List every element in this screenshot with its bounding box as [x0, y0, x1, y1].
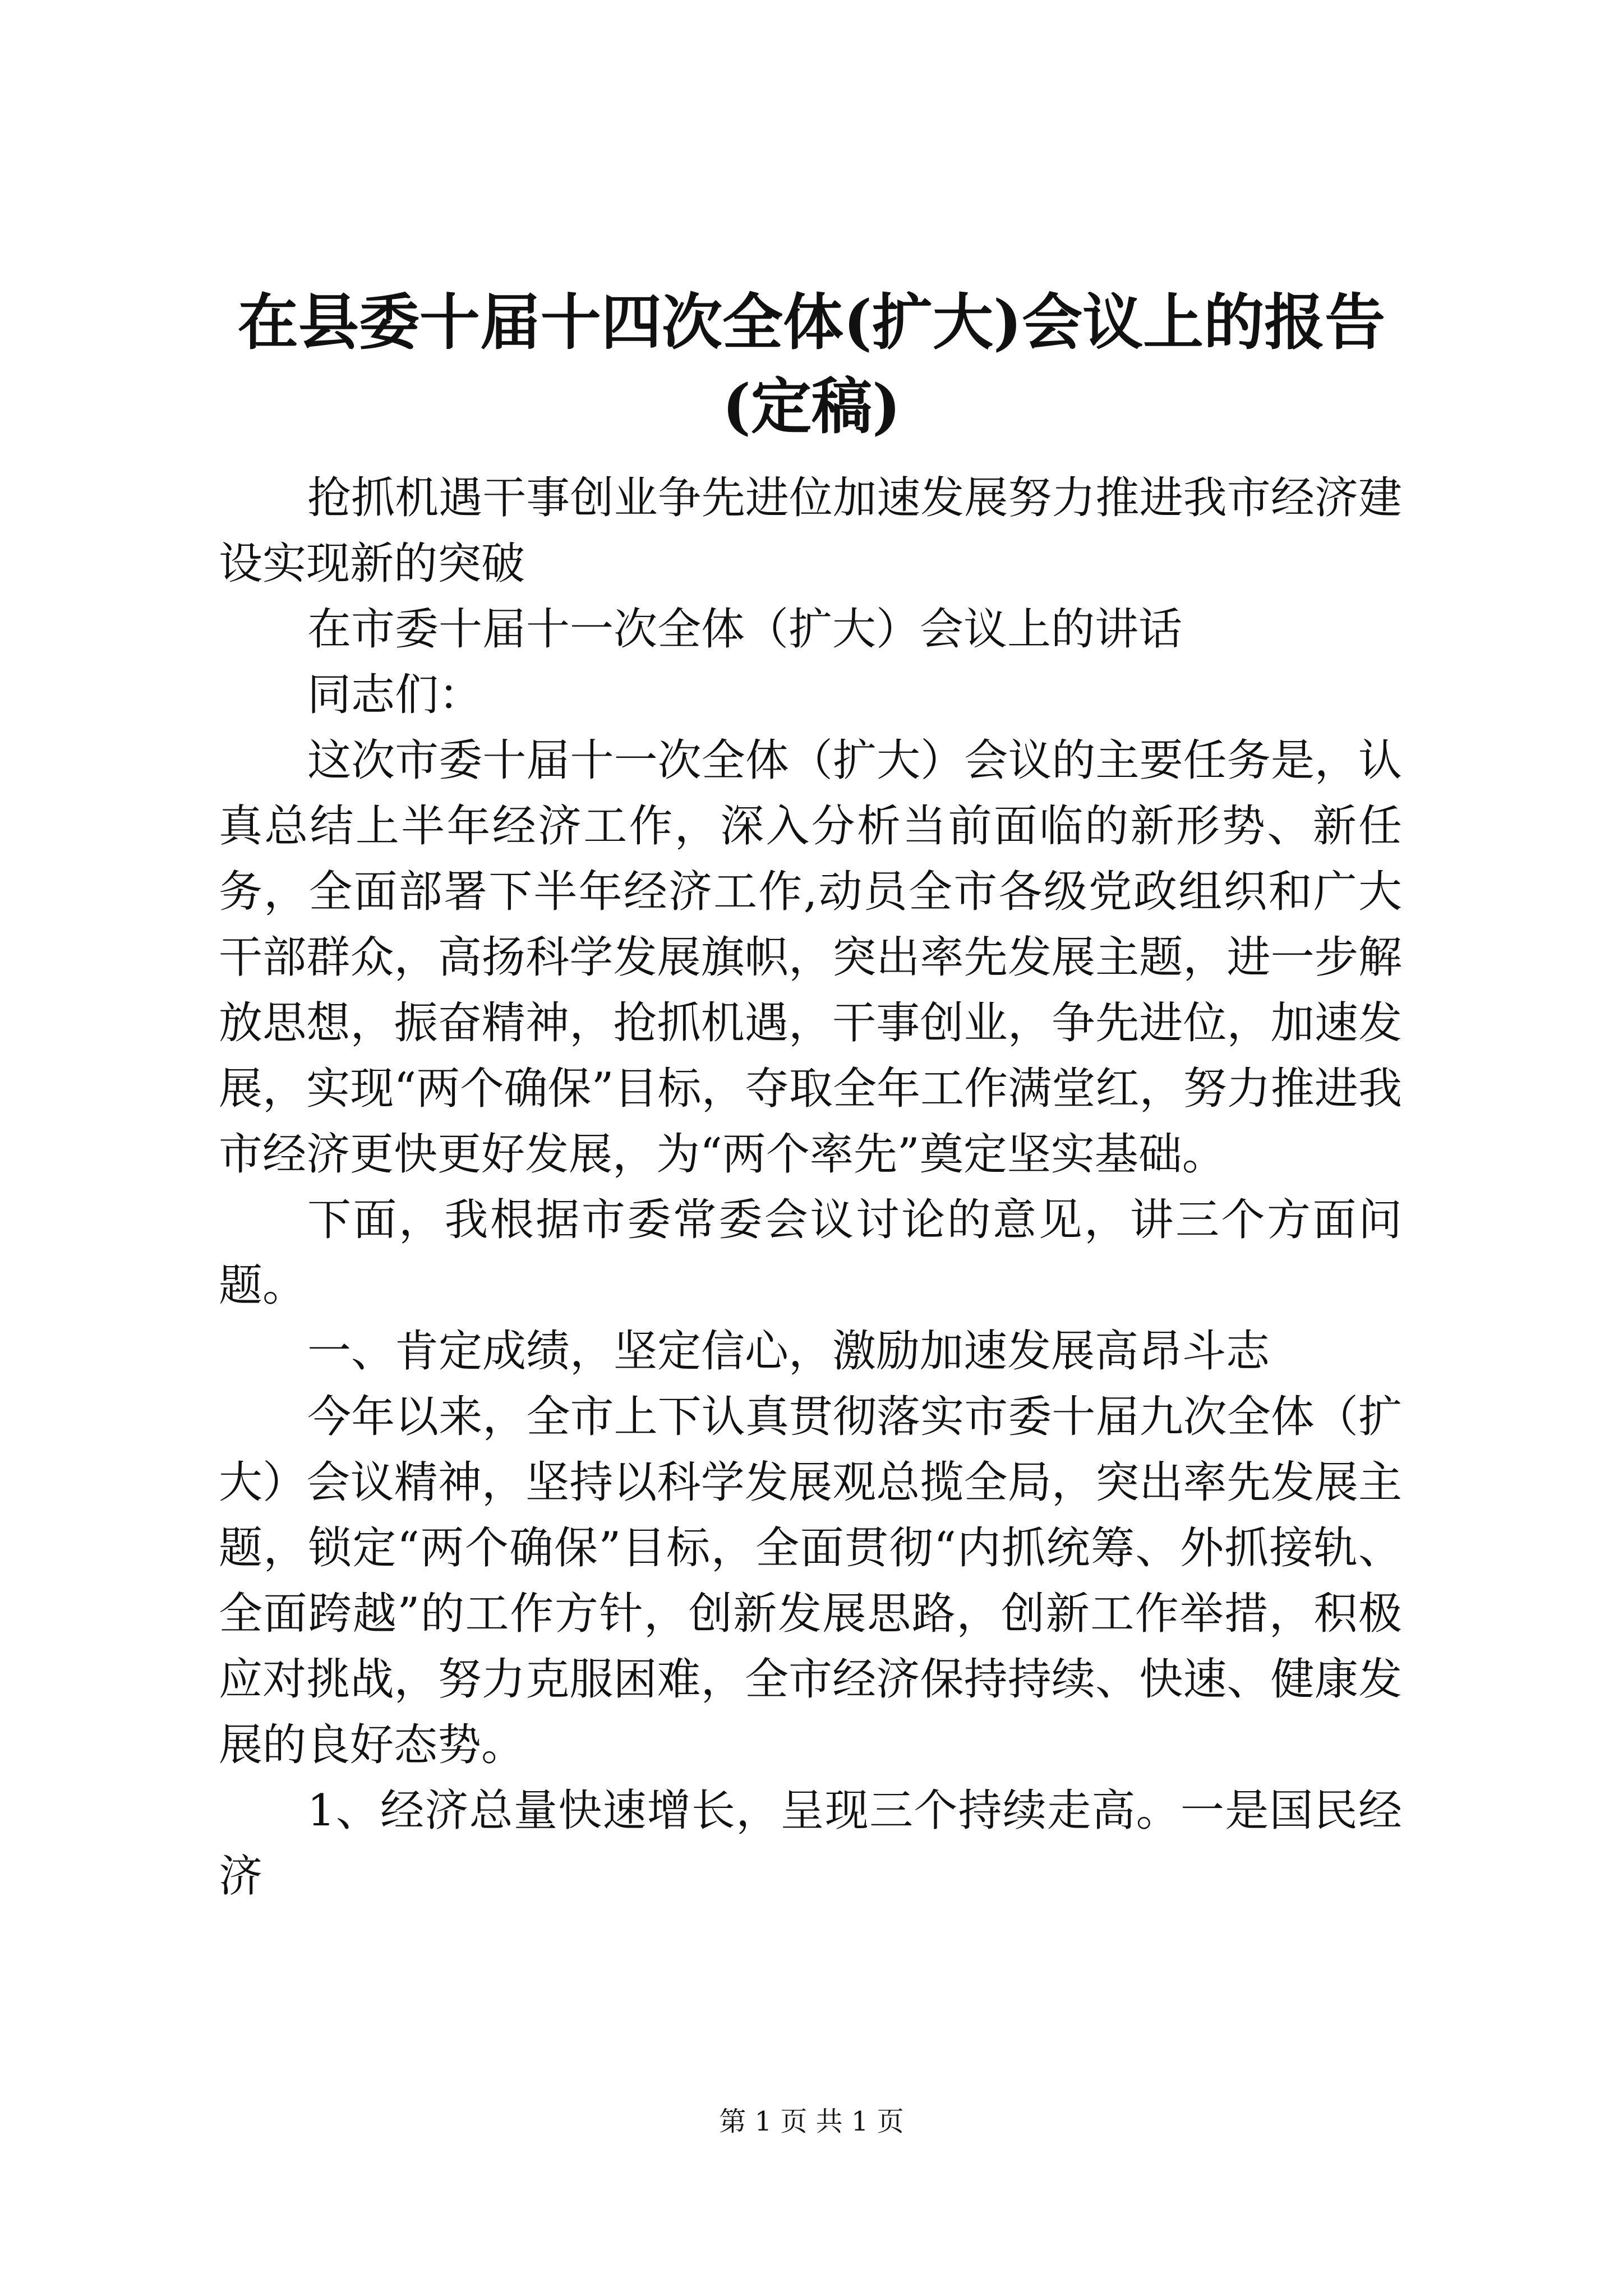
- page-footer: 第 1 页 共 1 页: [719, 2106, 904, 2137]
- body-paragraph: 1、经济总量快速增长，呈现三个持续走高。一是国民经济: [219, 1786, 1402, 1902]
- body-paragraph: 下面，我根据市委常委会议讨论的意见，讲三个方面问题。: [219, 1195, 1402, 1311]
- document-title: [213, 280, 1410, 449]
- subtitle-paragraph: 抢抓机遇干事创业争先进位加速发展努力推进我市经济建设实现新的突破: [219, 473, 1402, 589]
- section-heading: 一、肯定成绩，坚定信心，激励加速发展高昂斗志: [307, 1326, 1270, 1377]
- document-body: [219, 466, 1402, 1910]
- speech-heading-paragraph: 在市委十届十一次全体（扩大）会议上的讲话: [307, 604, 1183, 655]
- salutation-paragraph: 同志们：: [307, 670, 483, 720]
- body-paragraph: 今年以来，全市上下认真贯彻落实市委十届九次全体（扩大）会议精神，坚持以科学发展观总揽全局，突出率先发展主题，锁定“两个确保”目标，全面贯彻“内抓统筹、外抓接轨、全面跨越”的工作方针，创新发展思路，创新工作举措，积极应对挑战，努力克服困难，全市经济保持持续、快速、健康发展的良好态势。: [219, 1392, 1402, 1770]
- document-title-line-1: 在县委十届十四次全体(扩大)会议上的报告: [237, 287, 1386, 358]
- document-title-line-2: (定稿): [722, 371, 901, 442]
- body-paragraph: 这次市委十届十一次全体（扩大）会议的主要任务是，认真总结上半年经济工作，深入分析当前面临的新形势、新任务，全面部署下半年经济工作,动员全市各级党政组织和广大干部群众，高扬科学发展旗帜，突出率先发展主题，进一步解放思想，振奋精神，抢抓机遇，干事创业，争先进位，加速发展，实现“两个确保”目标，夺取全年工作满堂红，努力推进我市经济更快更好发展，为“两个率先”奠定坚实基础。: [219, 735, 1402, 1180]
